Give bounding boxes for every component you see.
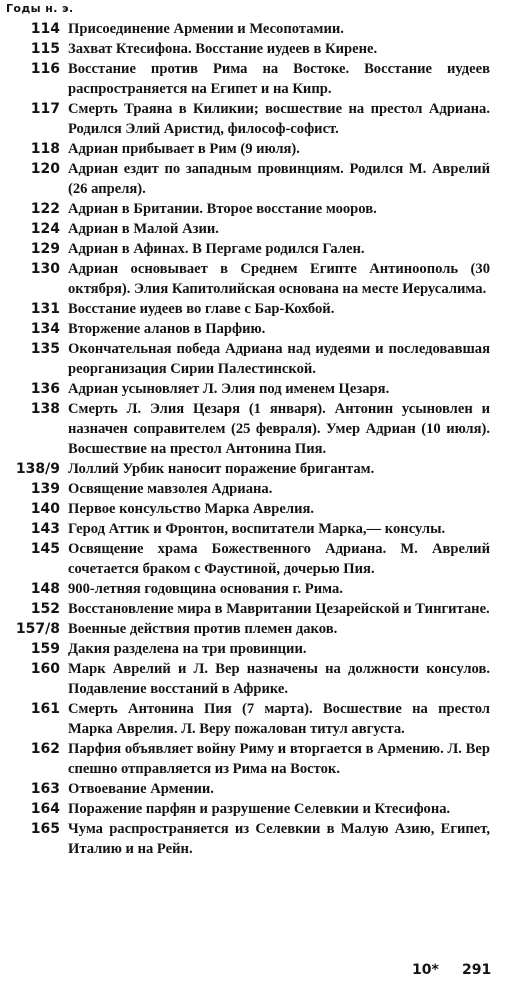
entry-text: Смерть Антонина Пия (7 марта). Восшествие на престол Марка Аврелия. Л. Веру пожалован титул августа. [68,701,490,737]
chronology-entry [0,379,528,399]
entry-year: 138/9 [15,461,60,477]
entry-year: 117 [30,101,60,117]
chronology-entry [0,799,528,819]
entry-year: 131 [30,301,60,317]
entry-text: Парфия объявляет войну Риму и вторгается в Армению. Л. Вер спешно отправляется из Рима на Восток. [68,741,490,777]
entry-text: Первое консульство Марка Аврелия. [68,501,315,517]
chronology-entry [0,499,528,519]
entry-year: 143 [30,521,60,537]
chronology-entry [0,139,528,159]
entry-text: Смерть Траяна в Киликии; восшествие на престол Адриана. Родился Элий Аристид, философ-софист. [68,101,490,137]
chronology-entry [0,19,528,39]
chronology-entry [0,639,528,659]
entry-text: Восстание против Рима на Востоке. Восстание иудеев распространяется на Египет и на Кипр. [68,61,490,97]
entry-text: Смерть Л. Элия Цезаря (1 января). Антонин усыновлен и назначен соправителем (25 февраля). Умер Адриан (10 июля). Восшествие на престол Антонина Пия. [68,401,490,457]
entry-year: 162 [30,741,60,757]
entry-year: 161 [30,701,60,717]
entry-year: 157/8 [15,621,60,637]
chronology-entry [0,699,528,739]
entry-text: Восстановление мира в Мавритании Цезарейской и Тингитане. [68,601,490,617]
chronology-entry [0,299,528,319]
chronology-entry [0,59,528,99]
entry-year: 134 [30,321,60,337]
chronology-entry [0,199,528,219]
entry-year: 120 [30,161,60,177]
entry-year: 116 [30,61,60,77]
chronology-entry [0,619,528,639]
entry-text: Дакия разделена на три провинции. [68,641,307,657]
chronology-entry [0,339,528,379]
entry-text: Освящение храма Божественного Адриана. М. Аврелий сочетается браком с Фаустиной, дочерью Пия. [68,541,490,577]
entry-text: Присоединение Армении и Месопотамии. [68,21,344,37]
chronology-entry [0,479,528,499]
entry-year: 139 [30,481,60,497]
chronology-list [0,19,528,859]
chronology-entry [0,159,528,199]
entry-year: 148 [30,581,60,597]
entry-text: Адриан ездит по западным провинциям. Родился М. Аврелий (26 апреля). [68,161,490,197]
chronology-entry [0,579,528,599]
entry-text: Захват Ктесифона. Восстание иудеев в Кирене. [68,41,378,57]
entry-year: 114 [30,21,60,37]
entry-text: Марк Аврелий и Л. Вер назначены на должности консулов. Подавление восстаний в Африке. [68,661,490,697]
page-number: 291 [462,962,492,978]
chronology-entry [0,39,528,59]
entry-text: Адриан усыновляет Л. Элия под именем Цезаря. [68,381,390,397]
chronology-entry [0,779,528,799]
entry-text: Восстание иудеев во главе с Бар-Кохбой. [68,301,335,317]
entry-year: 138 [30,401,60,417]
chronology-entry [0,99,528,139]
entry-year: 136 [30,381,60,397]
entry-text: Адриан основывает в Среднем Египте Антиноополь (30 октября). Элия Капитолийская основана на месте Иерусалима. [68,261,490,297]
column-header: Годы н. э. [6,2,74,15]
entry-text: Герод Аттик и Фронтон, воспитатели Марка,— консулы. [68,521,446,537]
entry-text: Адриан в Британии. Второе восстание мооров. [68,201,377,217]
chronology-entry [0,599,528,619]
chronology-entry [0,819,528,859]
entry-text: Отвоевание Армении. [68,781,214,797]
chronology-entry [0,399,528,459]
entry-year: 124 [30,221,60,237]
entry-text: Чума распространяется из Селевкии в Малую Азию, Египет, Италию и на Рейн. [68,821,490,857]
chronology-entry [0,519,528,539]
entry-year: 140 [30,501,60,517]
chronology-entry [0,239,528,259]
entry-text: Освящение мавзолея Адриана. [68,481,273,497]
entry-text: Вторжение аланов в Парфию. [68,321,266,337]
chronology-entry [0,219,528,239]
entry-text: Окончательная победа Адриана над иудеями и последовавшая реорганизация Сирии Палестинской. [68,341,490,377]
page-footer [0,962,528,984]
chronology-entry [0,739,528,779]
entry-text: Адриан прибывает в Рим (9 июля). [68,141,300,157]
entry-year: 115 [30,41,60,57]
chronology-entry [0,319,528,339]
entry-year: 122 [30,201,60,217]
entry-year: 159 [30,641,60,657]
chronology-entry [0,659,528,699]
entry-text: 900-летняя годовщина основания г. Рима. [68,581,343,597]
entry-year: 130 [30,261,60,277]
entry-year: 152 [30,601,60,617]
entry-year: 118 [30,141,60,157]
entry-text: Военные действия против племен даков. [68,621,338,637]
chronology-entry [0,459,528,479]
chronology-entry [0,259,528,299]
entry-year: 163 [30,781,60,797]
chronology-entry [0,539,528,579]
entry-year: 165 [30,821,60,837]
entry-text: Адриан в Малой Азии. [68,221,219,237]
entry-year: 135 [30,341,60,357]
entry-text: Поражение парфян и разрушение Селевкии и Ктесифона. [68,801,451,817]
entry-year: 145 [30,541,60,557]
signature-mark: 10* [412,962,439,978]
entry-text: Лоллий Урбик наносит поражение бригантам. [68,461,375,477]
entry-year: 160 [30,661,60,677]
entry-text: Адриан в Афинах. В Пергаме родился Гален. [68,241,365,257]
entry-year: 129 [30,241,60,257]
entry-year: 164 [30,801,60,817]
